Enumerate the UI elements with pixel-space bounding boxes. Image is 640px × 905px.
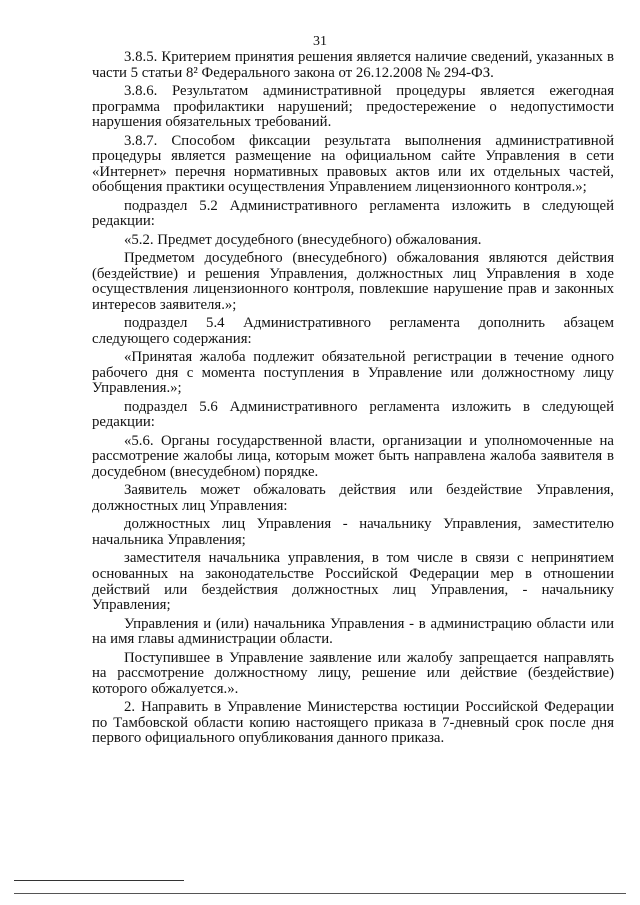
footnote-divider	[14, 880, 184, 881]
paragraph-5-6-applicant: Заявитель может обжаловать действия или бездействие Управления, должностных лиц Управления:	[92, 482, 614, 514]
paragraph-subsection-5-2-intro: подраздел 5.2 Административного регламента изложить в следующей редакции:	[92, 197, 614, 230]
paragraph-5-6-head: Управления и (или) начальника Управления - в администрацию области или на имя главы администрации области.	[92, 615, 614, 648]
paragraph-5-6-deputy: заместителя начальника управления, в том числе в связи с непринятием основанных на законодательстве Российской Федерации мер в отношении действий или бездействия должностных лиц Управления, - начальнику Управления;	[92, 550, 614, 614]
paragraph-subsection-5-6-intro: подраздел 5.6 Административного регламента изложить в следующей редакции:	[92, 398, 614, 431]
paragraph-item-2: 2. Направить в Управление Министерства юстиции Российской Федерации по Тамбовской области копию настоящего приказа в 7-дневный срок после дня первого официального опубликования данного приказа.	[92, 699, 614, 747]
paragraph-5-6-prohibition: Поступившее в Управление заявление или жалобу запрещается направлять на рассмотрение должностному лицу, решение или действие (бездействие) которого обжалуется.».	[92, 649, 614, 697]
page-bottom-line	[14, 893, 626, 894]
paragraph-3-8-6: 3.8.6. Результатом административной процедуры является ежегодная программа профилактики нарушений; предостережение о недопустимости нарушения обязательных требований.	[92, 82, 614, 131]
paragraph-5-6-officials: должностных лиц Управления - начальнику Управления, заместителю начальника Управления;	[92, 516, 614, 548]
paragraph-5-2-title: «5.2. Предмет досудебного (внесудебного) обжалования.	[124, 231, 482, 248]
paragraph-5-6-title: «5.6. Органы государственной власти, организации и уполномоченные на рассмотрение жалобы лица, которым может быть направлена жалоба заявителя в досудебном (внесудебном) порядке.	[92, 432, 614, 481]
paragraph-3-8-5: 3.8.5. Критерием принятия решения является наличие сведений, указанных в части 5 статьи 8² Федерального закона от 26.12.2008 № 294-ФЗ.	[92, 49, 614, 81]
paragraph-5-4-body: «Принятая жалоба подлежит обязательной регистрации в течение одного рабочего дня с момента поступления в Управление или должностному лицу Управления.»;	[92, 349, 614, 397]
page-number: 31	[313, 34, 327, 49]
document-body	[92, 50, 614, 750]
paragraph-subsection-5-4-intro: подраздел 5.4 Административного регламента дополнить абзацем следующего содержания:	[92, 315, 614, 347]
paragraph-3-8-7: 3.8.7. Способом фиксации результата выполнения административной процедуры является размещение на официальном сайте Управления в сети «Интернет» перечня нормативных правовых актов или их отдельных частей, обобщения практики осуществления Управлением лицензионного контроля.»;	[92, 132, 614, 196]
paragraph-5-2-body: Предметом досудебного (внесудебного) обжалования являются действия (бездействие) и решения Управления, должностных лиц Управления в ходе осуществления лицензионного контроля, повлекшие нарушение прав и законных интересов заявителя.»;	[92, 250, 614, 313]
